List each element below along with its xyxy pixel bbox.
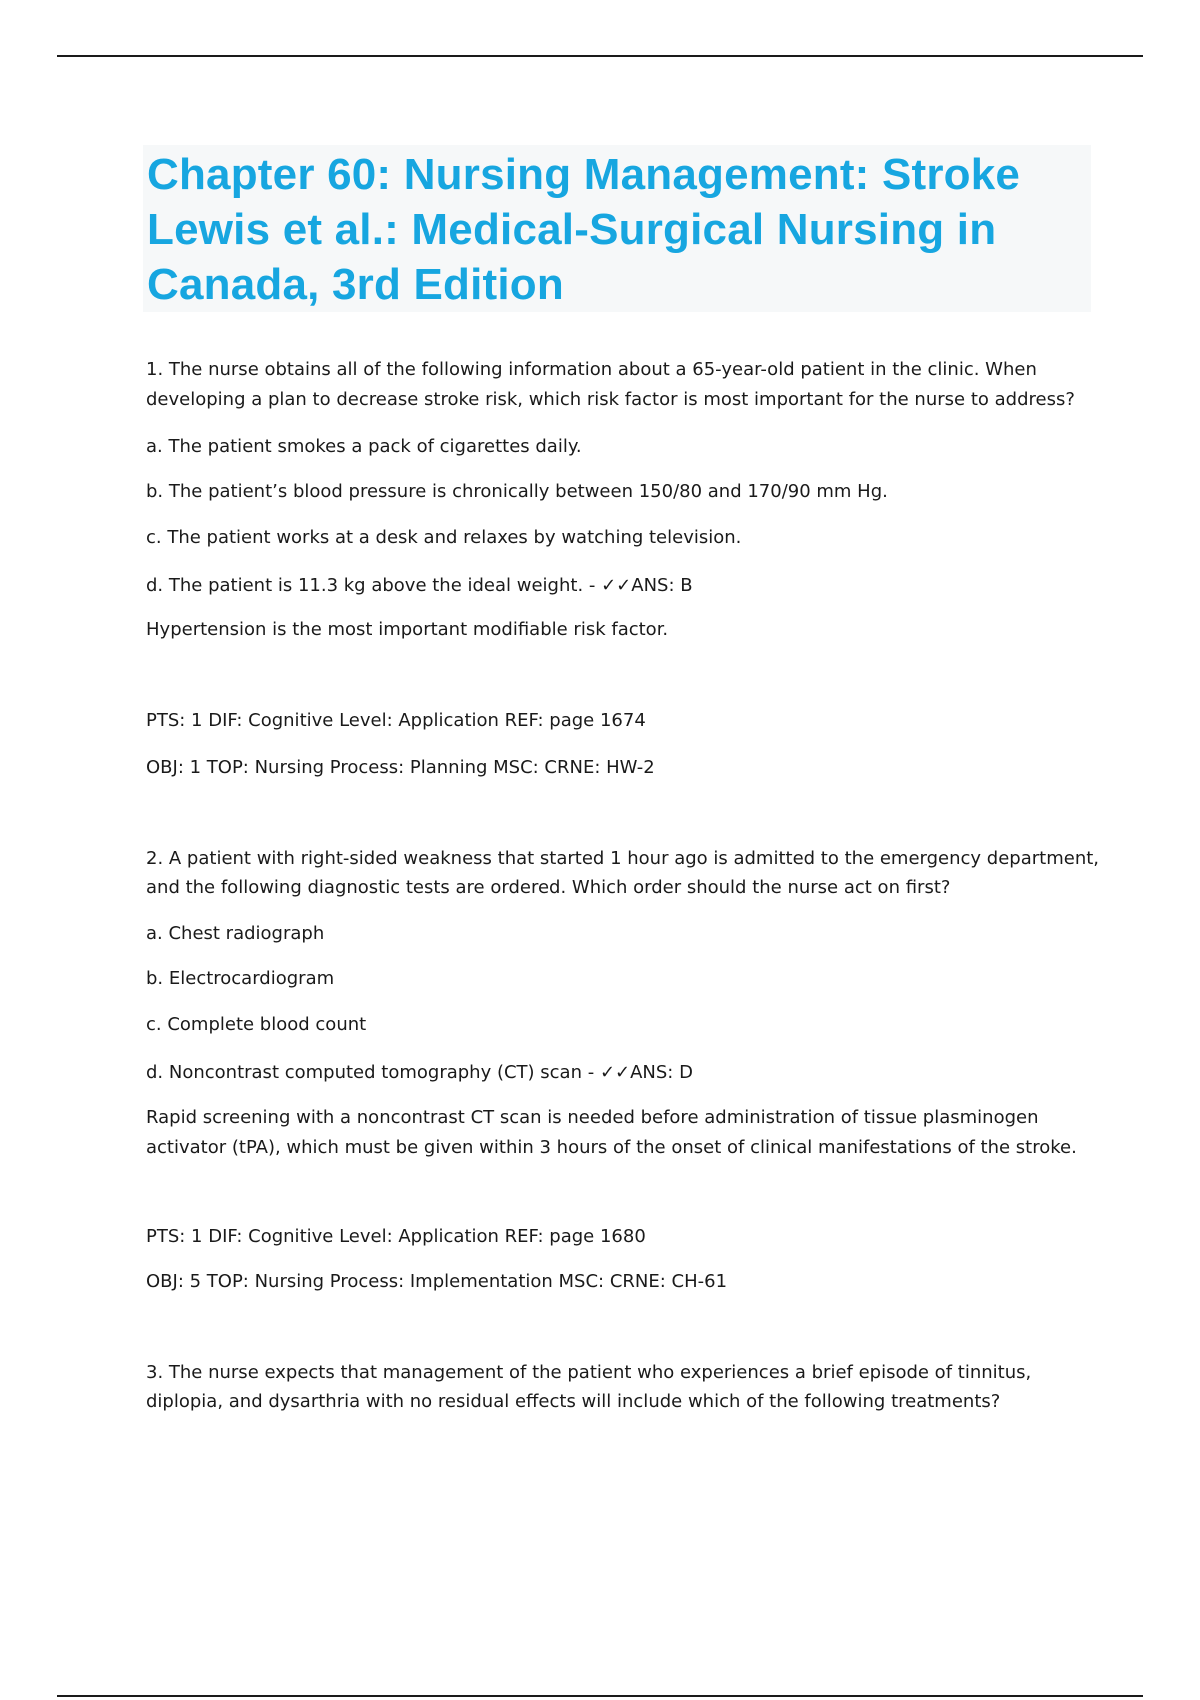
question-2-meta-obj: OBJ: 5 TOP: Nursing Process: Implementation MSC: CRNE: CH-61 <box>146 1271 728 1292</box>
question-2-stem-line-2: and the following diagnostic tests are ordered. Which order should the nurse act on first? <box>146 877 951 898</box>
top-rule <box>57 55 1143 57</box>
title-banner <box>143 145 1091 312</box>
question-1-stem-line-2: developing a plan to decrease stroke risk, which risk factor is most important for the nurse to address? <box>146 389 1075 410</box>
question-2-rationale-line-2: activator (tPA), which must be given within 3 hours of the onset of clinical manifestations of the stroke. <box>146 1137 1077 1158</box>
question-2-option-a: a. Chest radiograph <box>146 923 325 944</box>
question-1-option-b: b. The patient’s blood pressure is chronically between 150/80 and 170/90 mm Hg. <box>146 481 888 502</box>
question-2-option-b: b. Electrocardiogram <box>146 968 335 989</box>
question-1-option-d-answer: d. The patient is 11.3 kg above the ideal weight. - ✓✓ANS: B <box>146 575 693 596</box>
question-2-meta-pts: PTS: 1 DIF: Cognitive Level: Application REF: page 1680 <box>146 1226 646 1247</box>
question-2-rationale-line-1: Rapid screening with a noncontrast CT scan is needed before administration of tissue plasminogen <box>146 1107 1039 1128</box>
question-1-option-a: a. The patient smokes a pack of cigarettes daily. <box>146 436 582 457</box>
bottom-rule <box>57 1695 1143 1697</box>
question-2-option-c: c. Complete blood count <box>146 1014 367 1035</box>
question-1-meta-pts: PTS: 1 DIF: Cognitive Level: Application REF: page 1674 <box>146 710 646 731</box>
question-2-option-d-answer: d. Noncontrast computed tomography (CT) scan - ✓✓ANS: D <box>146 1062 693 1083</box>
question-3-stem-line-2: diplopia, and dysarthria with no residual effects will include which of the following treatments? <box>146 1391 1001 1412</box>
question-3-stem-line-1: 3. The nurse expects that management of the patient who experiences a brief episode of tinnitus, <box>146 1362 1032 1383</box>
question-2-stem-line-1: 2. A patient with right-sided weakness that started 1 hour ago is admitted to the emergency department, <box>146 848 1100 869</box>
question-1-rationale: Hypertension is the most important modifiable risk factor. <box>146 619 669 640</box>
document-title: Chapter 60: Nursing Management: Stroke Lewis et al.: Medical-Surgical Nursing in Canada, 3rd Edition <box>147 150 1021 309</box>
question-1-stem-line-1: 1. The nurse obtains all of the following information about a 65-year-old patient in the clinic. When <box>146 359 1037 380</box>
question-1-option-c: c. The patient works at a desk and relaxes by watching television. <box>146 527 742 548</box>
question-1-meta-obj: OBJ: 1 TOP: Nursing Process: Planning MSC: CRNE: HW-2 <box>146 757 655 778</box>
